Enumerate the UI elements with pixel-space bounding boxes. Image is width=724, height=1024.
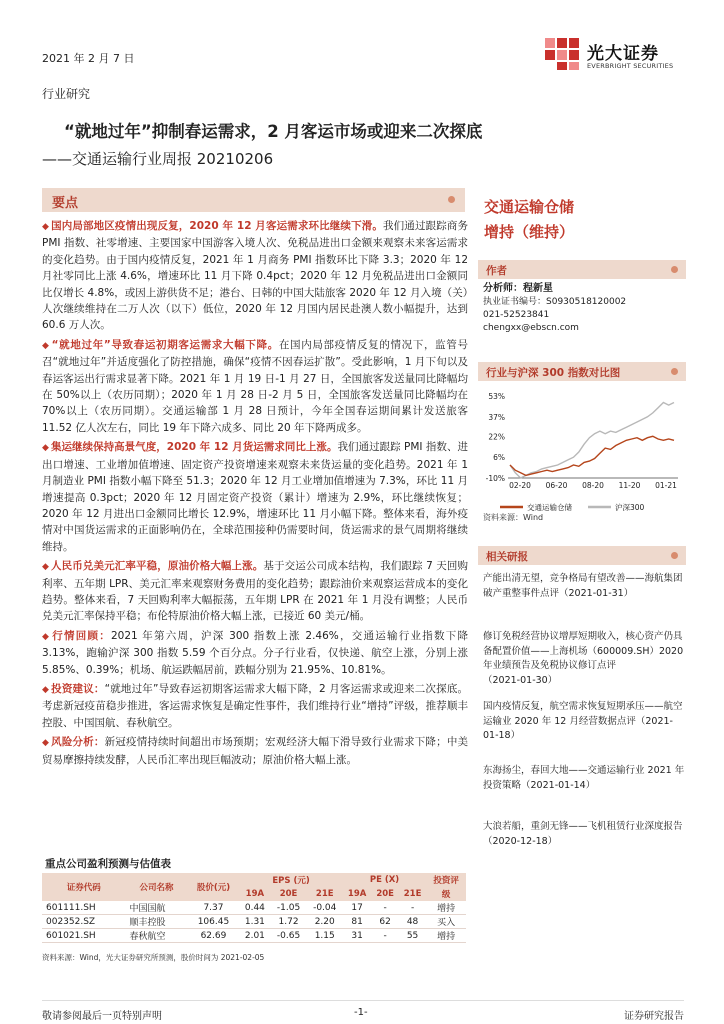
- col-eps: EPS (元): [239, 873, 343, 887]
- key-paragraph: [42, 218, 468, 334]
- key-points-body: [42, 218, 468, 771]
- x-tick-label: 01-21: [655, 481, 677, 490]
- key-paragraph: [42, 628, 468, 678]
- footer-disclaimer[interactable]: 敬请参阅最后一页特别声明: [42, 1011, 162, 1022]
- col-year: 20E: [270, 887, 306, 901]
- col-name: 公司名称: [125, 873, 187, 901]
- footer: [42, 1000, 684, 1024]
- col-price: 股价(元): [188, 873, 240, 901]
- analyst-phone: 021-52523841: [483, 310, 550, 320]
- related-header: [478, 546, 686, 565]
- paragraph-text: “就地过年”导致春运初期客运需求大幅下降，2 月客运需求或迎来二次探底。考虑新冠疫苗稳步推进，客运需求恢复是确定性事件，我们维持行业“增持”评级，推荐顺丰控股、中国国航、春秋航空。: [42, 682, 469, 729]
- paragraph-text: 在国内局部疫情反复的情况下，监管号召“就地过年”并适度强化了防控措施，确保“疫情不因春运扩散”。受此影响，1 月下旬以及春运客运出行需求显著下降。2021 年 1 月 19 日-1 月 27 日，全国旅客发送量同比降幅均在 50%以上（农历同期）；2020 年 1 月 28 日-2 月 5 日，全国旅客发送量同比降幅均在 70%以上（农历同期）。交通运输部 1 月 28 日预计，今年全国春运期间累计发送旅客 11.52 亿人次左右，同比 19 年下降六成多、同比 20 年下降两成多。: [42, 338, 468, 434]
- y-tick-label: 6%: [493, 453, 505, 463]
- paragraph-text: 我们通过跟踪商务 PMI 指数、社零增速、主要国家中国游客入境人次、免税品进出口金额来观察未来客运需求的变化趋势。由于国内疫情反复，2021 年 1 月商务 PMI 指数环比下降 3.3；2020 年 12 月社零同比上涨 4.6%，增速环比 11 月下降 0.4pct；2020 年 12 月免税品进出口金额同比仅增长 4.8%，或因上游供货不足；港台、日韩的中国大陆旅客 2020 年 12 月入境（关）人次继续维持在二万人次（以下）低位，2020 年 12 月国内居民赴澳人数小幅提升，达到 60.6 万人次。: [42, 220, 469, 332]
- col-year: 21E: [399, 887, 426, 901]
- diamond-bullet-icon: ◆: [42, 222, 50, 232]
- col-year: 21E: [307, 887, 343, 901]
- table-row: 601021.SH 春秋航空 62.69 2.01 -0.65 1.15 31 - 55 增持: [42, 929, 466, 943]
- col-year: 20E: [371, 887, 398, 901]
- diamond-bullet-icon: ◆: [42, 443, 49, 454]
- paragraph-text: 新冠疫情持续时间超出市场预期；宏观经济大幅下滑导致行业需求下降；中美贸易摩擦持续发酵，人民币汇率出现巨幅波动；原油价格大幅上涨。: [42, 736, 469, 766]
- table-row: 002352.SZ 顺丰控股 106.45 1.31 1.72 2.20 81 62 48 买入: [42, 915, 466, 929]
- legend-hs300: 沪深300: [615, 503, 645, 512]
- y-tick-label: 37%: [488, 412, 505, 422]
- estimates-table: [42, 873, 466, 943]
- key-points-label: 要点: [52, 196, 79, 211]
- x-tick-label: 08-20: [582, 481, 604, 490]
- related-report[interactable]: 东海扬尘，春回大地——交通运输行业 2021 年投资策略（2021-01-14）: [483, 765, 685, 791]
- paragraph-highlight: 行情回顾：: [52, 629, 111, 642]
- diamond-bullet-icon: ◆: [42, 684, 50, 695]
- footer-report-type: 证券研究报告: [624, 1011, 684, 1022]
- key-points-header: [42, 188, 465, 212]
- analyst-name: 分析师：程新星: [483, 283, 553, 294]
- report-category: 行业研究: [42, 87, 91, 101]
- key-paragraph: [42, 558, 468, 625]
- related-report[interactable]: 修订免税经营协议增厚短期收入，核心资产仍具备配置价值——上海机场（600009.SH）2020 年业绩预告及免税协议修订点评（2021-01-30）: [483, 631, 684, 686]
- estimates-note: 资料来源：Wind，光大证券研究所预测，股价时间为 2021-02-05: [42, 953, 265, 962]
- paragraph-text: 基于交运公司成本结构，我们跟踪 7 天回购利率、五年期 LPR、美元汇率来观察财务费用的变化趋势；跟踪油价来观察运营成本的变化趋势。整体来看，7 天回购利率大幅振荡，五年期 LPR 在 2021 年 1 月没有调整；人民币兑美元汇率保持平稳；布伦特原油价格大幅上涨，已接近 60 美元/桶。: [42, 560, 469, 623]
- estimates-title: 重点公司盈利预测与估值表: [45, 858, 171, 870]
- logo: [545, 36, 685, 76]
- key-paragraph: [42, 439, 468, 555]
- diamond-bullet-icon: ◆: [42, 340, 50, 351]
- related-report[interactable]: 大浪若船，重剑无锋——飞机租赁行业深度报告（2020-12-18）: [483, 821, 683, 847]
- legend-industry: 交通运输仓储: [527, 503, 572, 512]
- table-row: 601111.SH 中国国航 7.37 0.44 -1.05 -0.04 17 - - 增持: [42, 901, 466, 915]
- page-title: “就地过年”抑制春运需求，2 月客运市场或迎来二次探底: [64, 122, 483, 141]
- x-tick-label: 11-20: [618, 481, 641, 490]
- col-year: 19A: [343, 887, 372, 901]
- col-code: 证券代码: [42, 873, 125, 901]
- analyst-info: [483, 282, 626, 335]
- col-rating: 投资评: [426, 873, 466, 887]
- paragraph-highlight: 集运继续保持高景气度，2020 年 12 月货运需求同比上涨。: [50, 441, 338, 454]
- related-report[interactable]: 国内疫情反复，航空需求恢复短期承压——航空运输业 2020 年 12 月经营数据点评（2021-01-18）: [483, 701, 683, 741]
- paragraph-highlight: 人民币兑美元汇率平稳，原油价格大幅上涨。: [51, 560, 264, 573]
- paragraph-highlight: “就地过年”导致春运初期客运需求大幅下降。: [51, 338, 279, 351]
- logo-subtitle: EVERBRIGHT SECURITIES: [587, 62, 674, 70]
- page-number: -1-: [354, 1007, 368, 1018]
- chart-header: [478, 362, 686, 381]
- dot-icon: [671, 266, 678, 273]
- diamond-bullet-icon: ◆: [42, 631, 51, 642]
- paragraph-text: 我们通过跟踪 PMI 指数、进出口增速、工业增加值增速、固定资产投资增速来观察未来货运量的变化趋势。2021 年 1 月制造业 PMI 指数小幅下降至 51.3；2020 年 12 月工业增加值增速为 7.3%，环比 11 月增速提高 0.3pct；2020 年 12 月固定资产投资（累计）增速为 2.9%，环比继续恢复；2020 年 12 月进出口金额同比增长 12.9%，增速环比 11 月小幅下降。整体来看，海外疫情对中国货运需求的正面影响仍在，全球范围接种仍需要时间，货运需求的景气周期将继续维持。: [42, 441, 468, 553]
- dot-icon: [448, 196, 455, 203]
- author-header: [478, 260, 686, 279]
- x-tick-label: 02-20: [509, 481, 531, 490]
- index-comparison-chart: [478, 386, 688, 516]
- sector-name: 交通运输仓储: [484, 198, 575, 216]
- key-paragraph: [42, 337, 468, 436]
- everbright-logo-icon: [545, 38, 581, 70]
- analyst-email[interactable]: chengxx@ebscn.com: [483, 323, 579, 333]
- paragraph-highlight: 国内局部地区疫情出现反复，2020 年 12 月客运需求环比继续下滑。: [51, 220, 384, 232]
- col-year: 19A: [239, 887, 270, 901]
- analyst-cert: 执业证书编号：S0930518120002: [483, 297, 627, 307]
- author-label: 作者: [486, 265, 507, 277]
- report-date: 2021 年 2 月 7 日: [42, 52, 135, 65]
- logo-name: 光大证券: [587, 44, 659, 64]
- x-tick-label: 06-20: [545, 481, 568, 490]
- key-paragraph: [42, 681, 468, 731]
- related-label: 相关研报: [486, 551, 528, 563]
- related-report[interactable]: 产能出清无望，竞争格局有望改善——海航集团破产重整事件点评（2021-01-31）: [483, 573, 683, 599]
- chart-source: 资料来源：Wind: [483, 513, 544, 522]
- y-tick-label: 53%: [488, 392, 505, 401]
- dot-icon: [671, 552, 678, 559]
- diamond-bullet-icon: ◆: [42, 562, 50, 573]
- col-rating-2: 级: [426, 887, 466, 901]
- key-paragraph: [42, 734, 468, 768]
- y-tick-label: -10%: [485, 474, 505, 483]
- sector-rating: 增持（维持）: [484, 223, 575, 241]
- paragraph-highlight: 投资建议：: [51, 682, 105, 695]
- diamond-bullet-icon: ◆: [42, 738, 50, 749]
- chart-label: 行业与沪深 300 指数对比图: [486, 367, 621, 379]
- page-subtitle: ——交通运输行业周报 20210206: [42, 150, 274, 168]
- y-tick-label: 22%: [488, 432, 505, 442]
- col-pe: PE (X): [343, 873, 426, 887]
- dot-icon: [671, 368, 678, 375]
- paragraph-highlight: 风险分析：: [51, 736, 105, 749]
- series-line-0: [510, 436, 674, 475]
- paragraph-text: 2021 年第六周，沪深 300 指数上涨 2.46%，交通运输行业指数下降 3.13%，跑输沪深 300 指数 5.59 个百分点。分子行业看，仅快递、航空上涨，分别上涨 5.85%、0.39%；机场、航运跌幅居前，跌幅分别为 21.95%、10.81%。: [42, 629, 469, 676]
- series-line-1: [510, 403, 674, 479]
